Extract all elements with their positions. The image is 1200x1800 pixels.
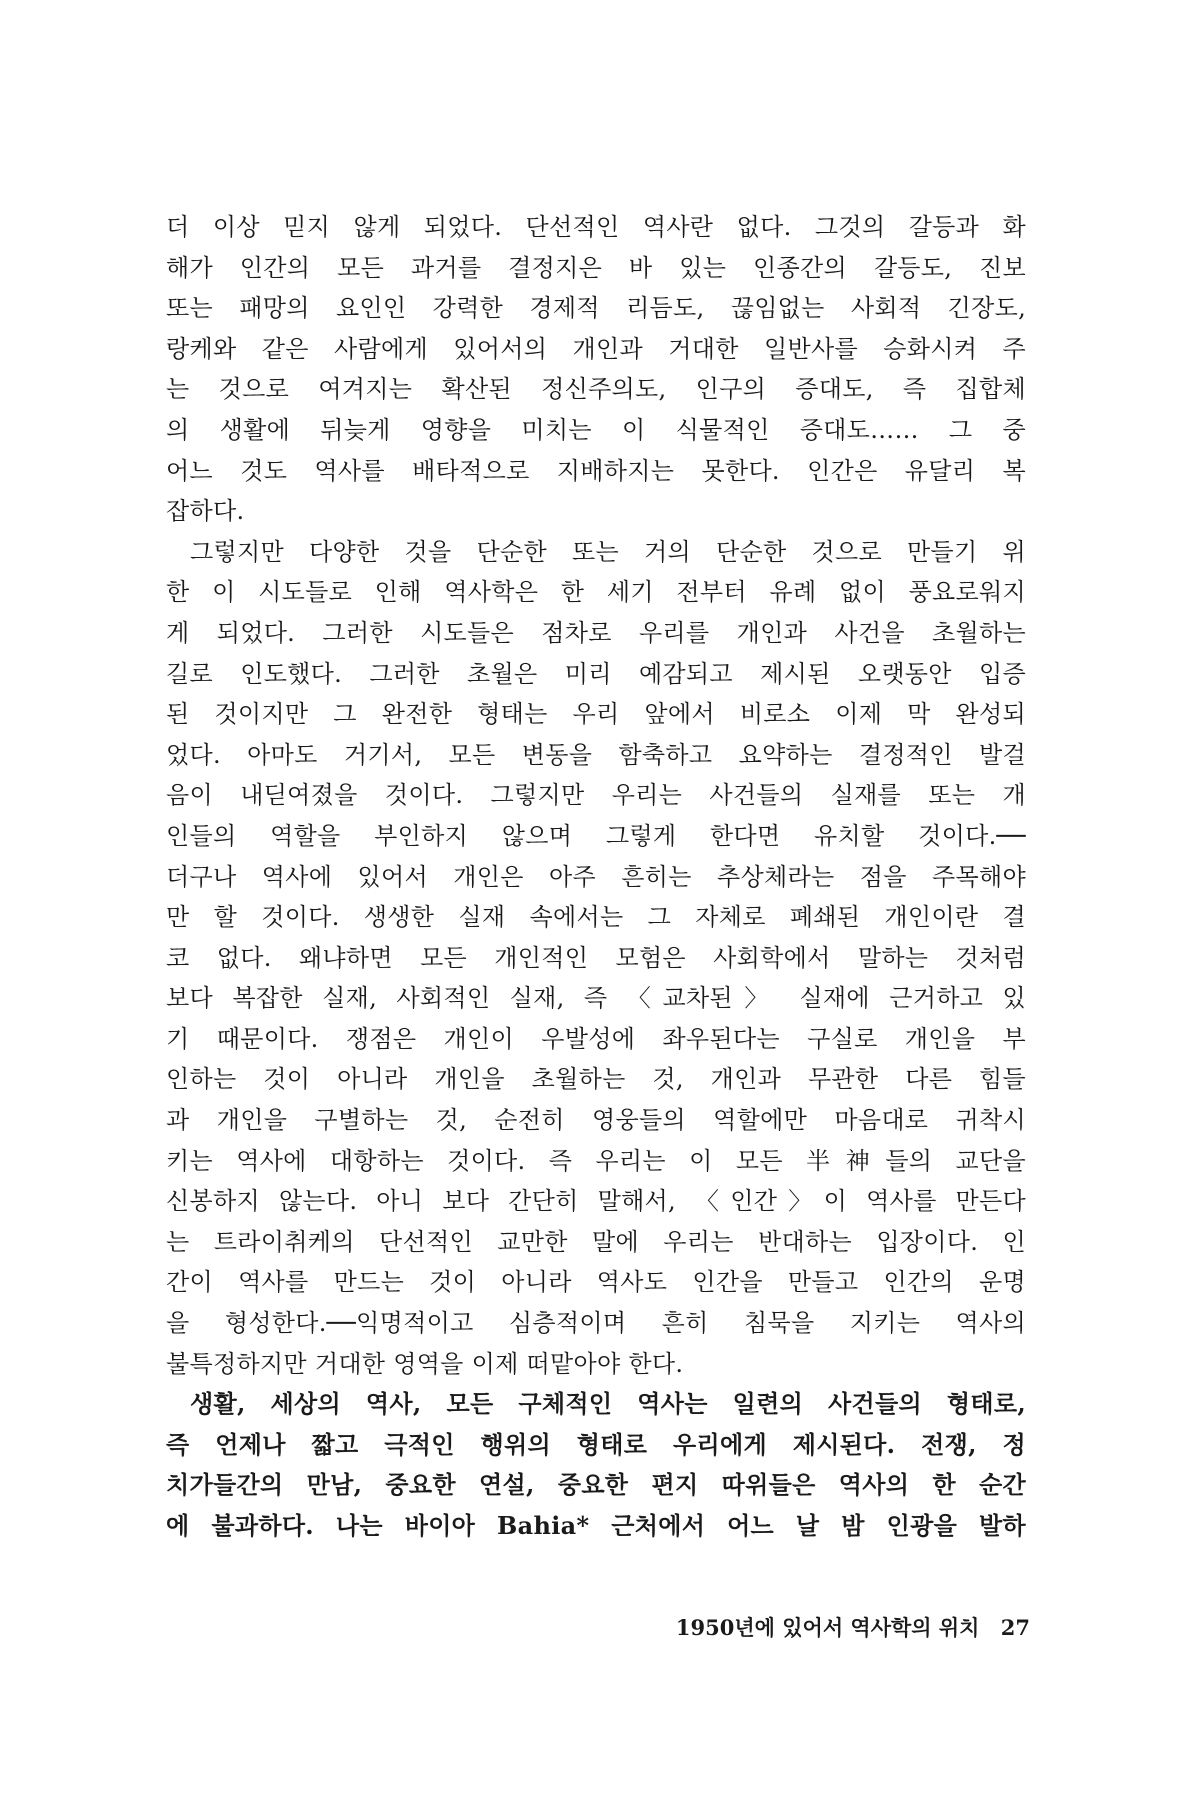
text-line: 또는 패망의 요인인 강력한 경제적 리듬도, 끊임없는 사회적 긴장도, xyxy=(166,294,1026,323)
text-line: 코 없다. 왜냐하면 모든 개인적인 모험은 사회학에서 말하는 것처럼 xyxy=(166,943,1026,972)
text-line: 만 할 것이다. 생생한 실재 속에서는 그 자체로 폐쇄된 개인이란 결 xyxy=(166,903,1026,932)
text-line: 키는 역사에 대항하는 것이다. 즉 우리는 이 모든 半神들의 교단을 xyxy=(166,1146,1026,1175)
text-line: 과 개인을 구별하는 것, 순전히 영웅들의 역할에만 마음대로 귀착시 xyxy=(166,1106,1026,1135)
text-line: 불특정하지만 거대한 영역을 이제 떠맡아야 한다. xyxy=(166,1349,684,1378)
text-line: 에 불과하다. 나는 바이아 Bahia* 근처에서 어느 날 밤 인광을 발하 xyxy=(166,1511,1026,1540)
text-line: 게 되었다. 그러한 시도들은 점차로 우리를 개인과 사건을 초월하는 xyxy=(166,618,1026,647)
text-line: 는 트라이취케의 단선적인 교만한 말에 우리는 반대하는 입장이다. 인 xyxy=(166,1227,1026,1256)
text-line: 더구나 역사에 있어서 개인은 아주 흔히는 추상체라는 점을 주목해야 xyxy=(166,862,1026,891)
text-line: 랑케와 같은 사람에게 있어서의 개인과 거대한 일반사를 승화시켜 주 xyxy=(166,334,1026,363)
body-text xyxy=(166,207,1026,1547)
page-footer xyxy=(590,1612,1030,1642)
text-line: 어느 것도 역사를 배타적으로 지배하지는 못한다. 인간은 유달리 복 xyxy=(166,456,1026,485)
text-line: 인들의 역할을 부인하지 않으며 그렇게 한다면 유치할 것이다.── xyxy=(166,821,1026,850)
running-title: 1950년에 있어서 역사학의 위치 xyxy=(675,1615,980,1640)
text-line: 었다. 아마도 거기서, 모든 변동을 함축하고 요약하는 결정적인 발걸 xyxy=(166,740,1026,769)
text-line: 한 이 시도들로 인해 역사학은 한 세기 전부터 유례 없이 풍요로워지 xyxy=(166,578,1026,607)
text-line: 는 것으로 여겨지는 확산된 정신주의도, 인구의 증대도, 즉 집합체 xyxy=(166,375,1026,404)
text-line: 길로 인도했다. 그러한 초월은 미리 예감되고 제시된 오랫동안 입증 xyxy=(166,659,1026,688)
text-line: 즉 언제나 짧고 극적인 행위의 형태로 우리에게 제시된다. 전쟁, 정 xyxy=(166,1429,1026,1459)
text-line: 보다 복잡한 실재, 사회적인 실재, 즉 〈교차된〉 실재에 근거하고 있 xyxy=(166,984,1026,1013)
text-line: 을 형성한다.──익명적이고 심층적이며 흔히 침묵을 지키는 역사의 xyxy=(166,1309,1026,1338)
text-line: 간이 역사를 만드는 것이 아니라 역사도 인간을 만들고 인간의 운명 xyxy=(166,1268,1026,1297)
text-line: 음이 내딛여졌을 것이다. 그렇지만 우리는 사건들의 실재를 또는 개 xyxy=(166,781,1026,810)
text-line: 의 생활에 뒤늦게 영향을 미치는 이 식물적인 증대도…… 그 중 xyxy=(166,415,1026,444)
page-number: 27 xyxy=(1000,1615,1030,1640)
text-line: 더 이상 믿지 않게 되었다. 단선적인 역사란 없다. 그것의 갈등과 화 xyxy=(166,213,1026,241)
text-line: 기 때문이다. 쟁점은 개인이 우발성에 좌우된다는 구실로 개인을 부 xyxy=(166,1024,1026,1053)
text-line: 치가들간의 만남, 중요한 연설, 중요한 편지 따위들은 역사의 한 순간 xyxy=(166,1470,1026,1500)
text-line: 인하는 것이 아니라 개인을 초월하는 것, 개인과 무관한 다른 힘들 xyxy=(166,1065,1026,1094)
text-line: 생활, 세상의 역사, 모든 구체적인 역사는 일련의 사건들의 형태로, xyxy=(190,1389,1026,1419)
text-line: 그렇지만 다양한 것을 단순한 또는 거의 단순한 것으로 만들기 위 xyxy=(190,537,1026,566)
text-line: 해가 인간의 모든 과거를 결정지은 바 있는 인종간의 갈등도, 진보 xyxy=(166,253,1026,282)
text-line: 된 것이지만 그 완전한 형태는 우리 앞에서 비로소 이제 막 완성되 xyxy=(166,700,1026,729)
text-line: 신봉하지 않는다. 아니 보다 간단히 말해서, 〈인간〉이 역사를 만든다 xyxy=(166,1187,1026,1216)
text-line: 잡하다. xyxy=(166,497,245,526)
